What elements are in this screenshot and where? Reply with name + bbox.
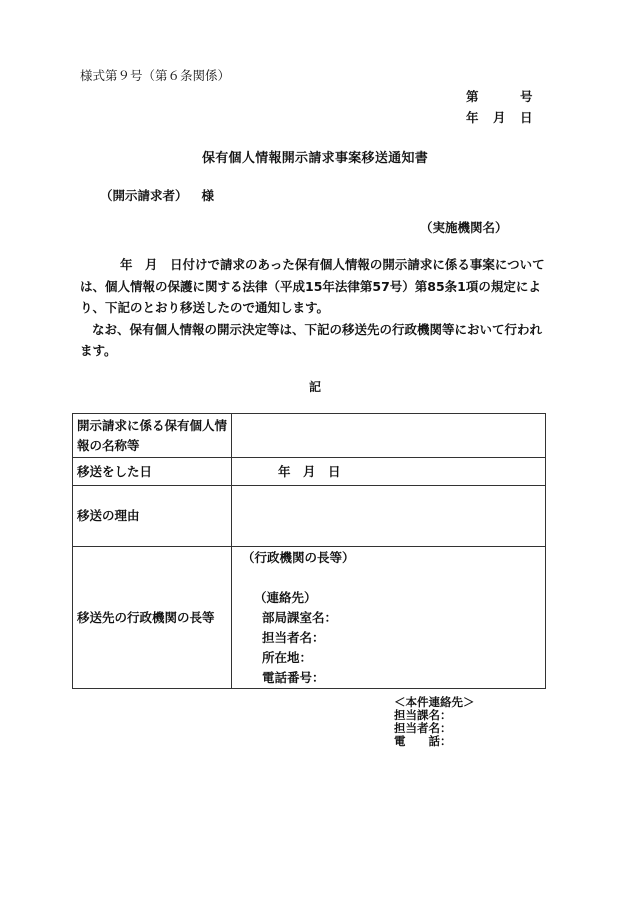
table-row <box>73 414 546 458</box>
body-text <box>80 254 550 362</box>
row-label-transfer-reason: 移送の理由 <box>73 486 232 547</box>
row-label-destination: 移送先の行政機関の長等 <box>73 547 232 689</box>
date-day: 日 <box>520 110 533 125</box>
date-month: 月 <box>493 110 506 125</box>
date-year: 年 <box>466 110 479 125</box>
destination-dept: 部局課室名： <box>262 610 338 625</box>
document-date-line <box>466 107 533 128</box>
row-value-info-name <box>232 414 546 458</box>
body-paragraph-1: 年 月 日付けで請求のあった保有個人情報の開示請求に係る事案については、個人情報の保護に関する法律（平成15年法律第57号）第85条1項の規定により、下記のとおり移送したので通知します。 <box>80 257 545 315</box>
row-value-transfer-date: 年 月 日 <box>232 458 546 486</box>
addressee-name: （開示請求者） <box>100 188 188 203</box>
document-number-block <box>466 86 533 128</box>
document-title: 保有個人情報開示請求事案移送通知書 <box>201 151 429 166</box>
contact-head: ＜本件連絡先＞ <box>394 695 475 709</box>
table-row <box>73 547 546 689</box>
table-row <box>73 458 546 486</box>
document-number-line <box>466 86 533 107</box>
case-contact-block <box>394 696 475 748</box>
row-value-transfer-reason <box>232 486 546 547</box>
destination-address: 所在地： <box>262 650 313 665</box>
addressee <box>100 186 214 204</box>
number-suffix: 号 <box>520 89 533 104</box>
contact-person: 担当者名： <box>394 721 452 735</box>
contact-phone: 電 話： <box>394 734 452 748</box>
addressee-honorific: 様 <box>201 188 215 203</box>
contact-section: 担当課名： <box>394 708 452 722</box>
destination-phone: 電話番号： <box>262 670 325 685</box>
row-value-destination <box>232 547 546 689</box>
number-prefix: 第 <box>466 89 479 104</box>
agency-name: （実施機関名） <box>420 220 508 235</box>
table-row <box>73 486 546 547</box>
body-paragraph-2: なお、保有個人情報の開示決定等は、下記の移送先の行政機関等において行われます。 <box>80 321 543 358</box>
transfer-info-table <box>72 413 546 689</box>
row-label-info-name: 開示請求に係る保有個人情報の名称等 <box>73 414 232 458</box>
form-number-label: 様式第９号（第６条関係） <box>80 68 231 83</box>
destination-person: 担当者名： <box>262 630 325 645</box>
destination-contact-head: （連絡先） <box>254 590 317 605</box>
ki-label: 記 <box>308 380 321 394</box>
row-label-transfer-date: 移送をした日 <box>73 458 232 486</box>
destination-head: （行政機関の長等） <box>242 550 355 565</box>
